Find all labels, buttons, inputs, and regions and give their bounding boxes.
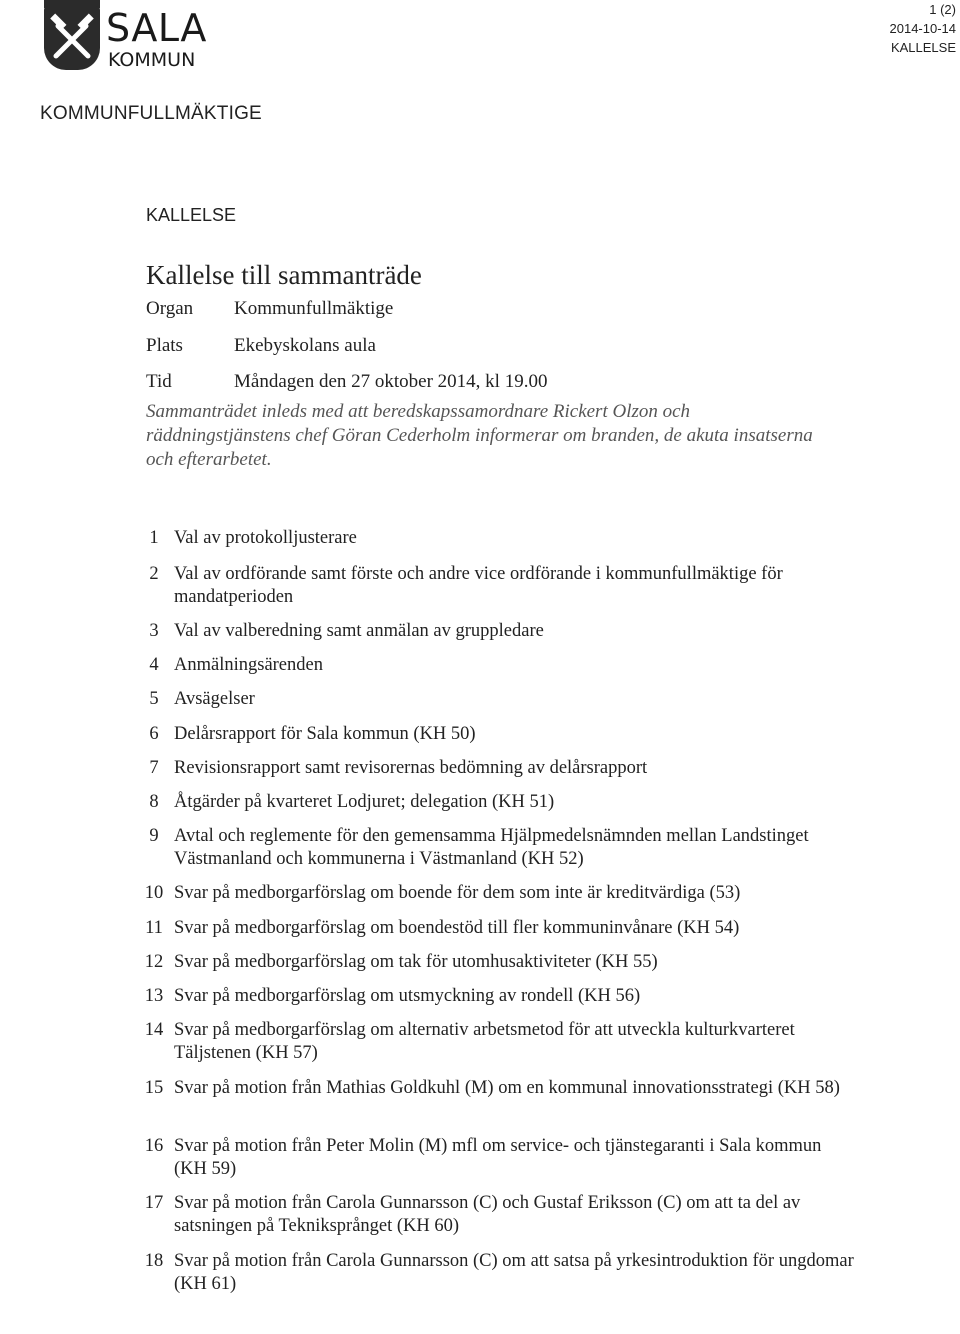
agenda-text: Val av ordförande samt förste och andre vice ordförande i kommunfullmäktige för mandatperioden xyxy=(174,564,783,607)
agenda-text: Avsägelser xyxy=(174,689,255,709)
agenda-item xyxy=(134,757,854,780)
meta-row-organ xyxy=(146,298,393,320)
agenda-item xyxy=(134,917,854,940)
agenda-item xyxy=(134,951,854,974)
agenda-number: 4 xyxy=(149,655,159,675)
agenda-item xyxy=(134,985,854,1008)
agenda-number: 12 xyxy=(144,952,164,972)
agenda-number: 10 xyxy=(144,883,164,903)
agenda-number: 1 xyxy=(149,528,159,548)
meta-value: Måndagen den 27 oktober 2014, kl 19.00 xyxy=(234,371,548,392)
page-number: 1 (2) xyxy=(929,2,956,17)
agenda-text: Svar på medborgarförslag om tak för utomhusaktiviteter (KH 55) xyxy=(174,952,658,972)
meta-label: Tid xyxy=(146,371,172,392)
agenda-text: Svar på motion från Carola Gunnarsson (C) om att satsa på yrkesintroduktion för ungdomar (KH 61) xyxy=(174,1251,854,1294)
meta-label: Organ xyxy=(146,298,194,319)
agenda-text: Åtgärder på kvarteret Lodjuret; delegation (KH 51) xyxy=(174,792,555,812)
agenda-item xyxy=(134,1077,854,1100)
logo-subtitle: KOMMUN xyxy=(108,49,196,71)
agenda-number: 7 xyxy=(149,758,159,778)
agenda-item xyxy=(134,791,854,814)
meta-row-plats xyxy=(146,335,376,357)
agenda-number: 15 xyxy=(144,1078,164,1098)
agenda-number: 11 xyxy=(145,918,163,938)
agenda-item xyxy=(134,620,854,643)
document-title: Kallelse till sammanträde xyxy=(146,260,422,290)
header-meta xyxy=(890,0,957,57)
agenda-text: Svar på motion från Carola Gunnarsson (C) och Gustaf Eriksson (C) om att ta del av satsningen på Tekniksprånget (KH 60) xyxy=(174,1193,801,1236)
agenda-text: Svar på motion från Peter Molin (M) mfl om service- och tjänstegaranti i Sala kommun (KH 59) xyxy=(174,1136,822,1179)
agenda-item xyxy=(134,563,854,609)
agenda-text: Svar på medborgarförslag om boendestöd till fler kommuninvånare (KH 54) xyxy=(174,918,740,938)
agenda-text: Val av protokolljusterare xyxy=(174,528,357,548)
agenda-number: 6 xyxy=(149,724,159,744)
agenda-item xyxy=(134,688,854,711)
agenda-text: Svar på medborgarförslag om alternativ arbetsmetod för att utveckla kulturkvarteret Täljstenen (KH 57) xyxy=(174,1020,795,1063)
agenda-text: Svar på motion från Mathias Goldkuhl (M) om en kommunal innovationsstrategi (KH 58) xyxy=(174,1078,840,1098)
intro-text: Sammanträdet inleds med att beredskapssamordnare Rickert Olzon och räddningstjänstens chef Göran Cederholm informerar om branden, de akuta insatserna och efterarbetet. xyxy=(146,401,813,470)
agenda-number: 9 xyxy=(149,826,159,846)
agenda-number: 18 xyxy=(144,1251,164,1271)
agenda-item xyxy=(134,825,854,871)
municipality-logo xyxy=(40,0,210,80)
agenda-text: Delårsrapport för Sala kommun (KH 50) xyxy=(174,724,476,744)
agenda-item xyxy=(134,1135,854,1181)
meta-row-tid xyxy=(146,371,547,393)
agenda-text: Svar på medborgarförslag om utsmyckning av rondell (KH 56) xyxy=(174,986,641,1006)
agenda-text: Revisionsrapport samt revisorernas bedömning av delårsrapport xyxy=(174,758,648,778)
agenda-text: Svar på medborgarförslag om boende för dem som inte är kreditvärdiga (53) xyxy=(174,883,741,903)
agenda-item xyxy=(134,882,854,905)
agenda-number: 3 xyxy=(149,621,159,641)
agenda-number: 8 xyxy=(149,792,159,812)
meta-label: Plats xyxy=(146,335,183,356)
agenda-item xyxy=(134,1192,854,1238)
meta-value: Ekebyskolans aula xyxy=(234,335,376,356)
coat-of-arms-icon xyxy=(44,6,100,70)
agenda-text: Avtal och reglemente för den gemensamma Hjälpmedelsnämnden mellan Landstinget Västmanland och kommunerna i Västmanland (KH 52) xyxy=(174,826,809,869)
meta-value: Kommunfullmäktige xyxy=(234,298,394,319)
agenda-number: 2 xyxy=(149,564,159,584)
agenda-item xyxy=(134,527,854,550)
agenda-text: Val av valberedning samt anmälan av gruppledare xyxy=(174,621,544,641)
agenda-number: 17 xyxy=(144,1193,164,1213)
logo-name: SALA xyxy=(106,6,207,50)
department-name: KOMMUNFULLMÄKTIGE xyxy=(40,103,262,124)
agenda-item xyxy=(134,723,854,746)
document-label: KALLELSE xyxy=(890,40,956,55)
agenda-text: Anmälningsärenden xyxy=(174,655,323,675)
agenda-number: 14 xyxy=(144,1020,164,1040)
agenda-item xyxy=(134,1250,854,1296)
agenda-number: 16 xyxy=(144,1136,164,1156)
document-type: KALLELSE xyxy=(146,205,237,225)
agenda-item xyxy=(134,654,854,677)
agenda-number: 13 xyxy=(144,986,164,1006)
agenda-item xyxy=(134,1019,854,1065)
document-date: 2014-10-14 xyxy=(889,21,956,36)
agenda-number: 5 xyxy=(149,689,159,709)
